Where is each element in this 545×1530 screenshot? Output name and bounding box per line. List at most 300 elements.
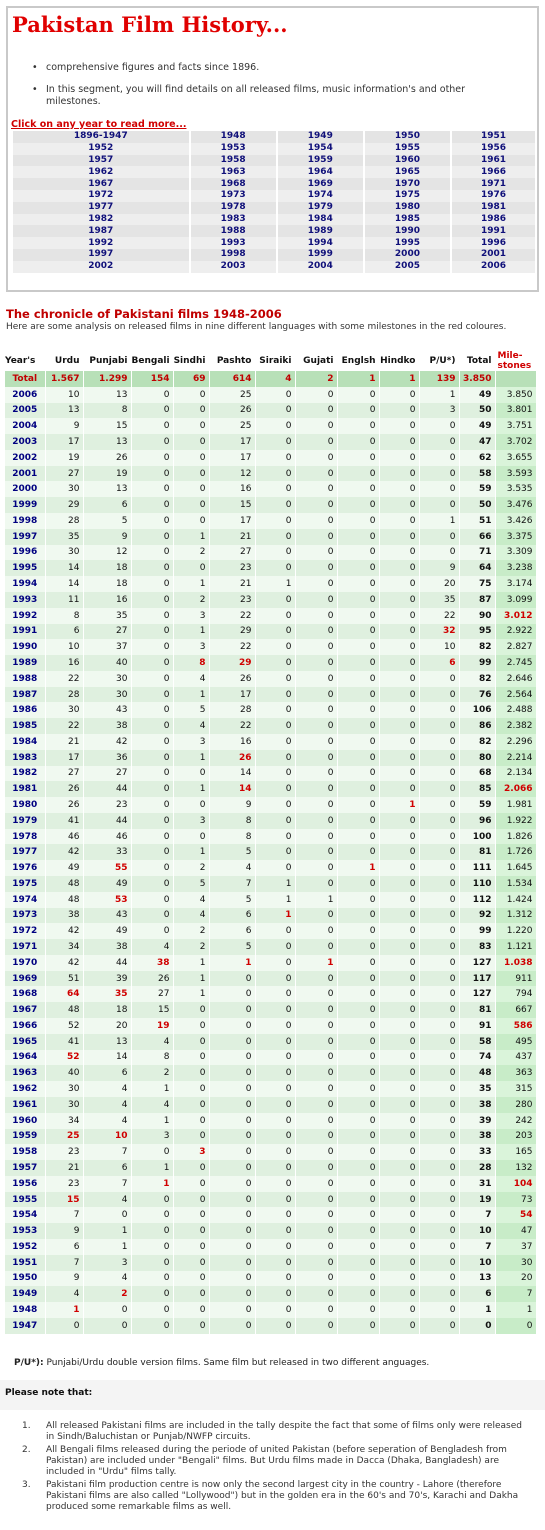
table-cell: 0 xyxy=(173,1113,209,1129)
table-cell: 0 xyxy=(173,1223,209,1239)
year-link[interactable]: 1990 xyxy=(364,225,451,237)
table-cell: 0 xyxy=(255,497,295,513)
year-links-row xyxy=(13,249,535,261)
table-row xyxy=(5,1302,536,1318)
table-cell: 0 xyxy=(131,813,173,829)
table-cell: 6 xyxy=(83,1065,131,1081)
table-cell xyxy=(495,371,536,387)
table-cell: 0 xyxy=(295,734,337,750)
please-note-heading: Please note that: xyxy=(5,1388,93,1398)
year-cell: 1961 xyxy=(5,1097,45,1113)
table-cell: 2.745 xyxy=(495,655,536,671)
table-row xyxy=(5,1081,536,1097)
year-cell: 1957 xyxy=(5,1160,45,1176)
table-cell: 7 xyxy=(83,1176,131,1192)
column-header: Mile-stones xyxy=(495,351,536,371)
table-cell: 0 xyxy=(379,1302,419,1318)
table-cell: 22 xyxy=(419,608,459,624)
table-cell: 0 xyxy=(295,608,337,624)
year-link[interactable]: 1962 xyxy=(13,166,190,178)
year-link[interactable]: 1986 xyxy=(451,214,535,226)
table-cell: 23 xyxy=(209,560,255,576)
table-cell: 0 xyxy=(419,955,459,971)
table-cell: 614 xyxy=(209,371,255,387)
table-cell: 0 xyxy=(419,844,459,860)
table-cell: 47 xyxy=(459,434,495,450)
year-link[interactable]: 2002 xyxy=(13,261,190,273)
year-cell: 1997 xyxy=(5,529,45,545)
year-link[interactable]: 1965 xyxy=(364,166,451,178)
table-cell: 17 xyxy=(209,434,255,450)
table-cell: 0 xyxy=(173,1192,209,1208)
year-link[interactable]: 1955 xyxy=(364,143,451,155)
year-cell: 2005 xyxy=(5,403,45,419)
year-link[interactable]: 1968 xyxy=(190,178,277,190)
table-cell: 0 xyxy=(379,1034,419,1050)
table-row xyxy=(5,403,536,419)
table-cell: 50 xyxy=(459,403,495,419)
year-cell: 1983 xyxy=(5,750,45,766)
year-link[interactable]: 1952 xyxy=(13,143,190,155)
table-cell: 2 xyxy=(295,371,337,387)
table-cell: 50 xyxy=(459,497,495,513)
table-cell: 127 xyxy=(459,955,495,971)
table-cell: 0 xyxy=(209,1113,255,1129)
table-cell: 0 xyxy=(255,971,295,987)
year-link[interactable]: 1991 xyxy=(451,225,535,237)
year-link[interactable]: 1987 xyxy=(13,225,190,237)
table-cell: 0 xyxy=(131,797,173,813)
table-cell: 81 xyxy=(459,1002,495,1018)
table-cell: 1 xyxy=(295,892,337,908)
table-cell: 4 xyxy=(131,1034,173,1050)
table-cell: 0 xyxy=(295,750,337,766)
table-cell: 0 xyxy=(131,608,173,624)
table-cell: 0 xyxy=(379,1065,419,1081)
year-link[interactable]: 1979 xyxy=(277,202,364,214)
year-link[interactable]: 1972 xyxy=(13,190,190,202)
year-link[interactable]: 1994 xyxy=(277,237,364,249)
year-link[interactable]: 1970 xyxy=(364,178,451,190)
table-cell: 0 xyxy=(419,1097,459,1113)
year-link[interactable]: 1988 xyxy=(190,225,277,237)
year-link[interactable]: 1985 xyxy=(364,214,451,226)
year-link[interactable]: 1958 xyxy=(190,155,277,167)
table-cell: 0 xyxy=(295,939,337,955)
table-cell: 0 xyxy=(379,608,419,624)
table-row xyxy=(5,1255,536,1271)
table-cell: 0 xyxy=(209,1002,255,1018)
year-cell: 1955 xyxy=(5,1192,45,1208)
table-cell: 0 xyxy=(255,1192,295,1208)
table-cell: 6 xyxy=(209,908,255,924)
year-cell: 1993 xyxy=(5,592,45,608)
table-row xyxy=(5,466,536,482)
table-cell: 9 xyxy=(83,529,131,545)
table-cell: 99 xyxy=(459,655,495,671)
table-cell: 0 xyxy=(379,450,419,466)
table-cell: 0 xyxy=(209,1065,255,1081)
table-row xyxy=(5,450,536,466)
table-cell: 0 xyxy=(131,702,173,718)
year-link[interactable]: 1964 xyxy=(277,166,364,178)
year-link[interactable]: 2006 xyxy=(451,261,535,273)
year-link[interactable]: 2004 xyxy=(277,261,364,273)
table-cell: 27 xyxy=(83,624,131,640)
table-cell: 315 xyxy=(495,1081,536,1097)
table-cell: 1 xyxy=(173,971,209,987)
table-cell: 0 xyxy=(379,671,419,687)
year-link[interactable]: 1980 xyxy=(364,202,451,214)
note-text: All Bengali films released during the periode of united Pakistan (before seperation of Bengladesh from Pakistan) are included under "Bengali" films. But Urdu films made in Dacca (Dhaka, Bangladesh) are included in "Urdu" films tally. xyxy=(46,1445,507,1477)
table-cell: 0 xyxy=(419,545,459,561)
table-cell: 0 xyxy=(295,639,337,655)
table-cell: 0 xyxy=(379,1050,419,1066)
year-link[interactable]: 1998 xyxy=(190,249,277,261)
table-cell: 19 xyxy=(459,1192,495,1208)
year-link[interactable]: 1953 xyxy=(190,143,277,155)
table-cell: 3 xyxy=(131,1129,173,1145)
table-cell: 0 xyxy=(337,781,379,797)
year-link[interactable]: 1978 xyxy=(190,202,277,214)
note-number: 1. xyxy=(22,1421,31,1431)
table-cell: 48 xyxy=(45,892,83,908)
table-cell: 0 xyxy=(255,655,295,671)
table-cell: 0 xyxy=(337,971,379,987)
table-cell: 0 xyxy=(337,829,379,845)
table-cell: 49 xyxy=(45,860,83,876)
table-cell: 0 xyxy=(419,781,459,797)
year-links-row xyxy=(13,190,535,202)
table-cell: 0 xyxy=(209,1302,255,1318)
table-cell: 20 xyxy=(83,1018,131,1034)
table-cell: 0 xyxy=(379,781,419,797)
table-cell: 0 xyxy=(337,671,379,687)
table-cell: 13 xyxy=(45,403,83,419)
table-cell: 0 xyxy=(379,403,419,419)
table-cell: 3.426 xyxy=(495,513,536,529)
table-cell: 82 xyxy=(459,671,495,687)
table-cell: 0 xyxy=(379,908,419,924)
year-link[interactable]: 1975 xyxy=(364,190,451,202)
year-cell: 1960 xyxy=(5,1113,45,1129)
year-link[interactable]: 1954 xyxy=(277,143,364,155)
year-cell: 1998 xyxy=(5,513,45,529)
table-cell: 1.981 xyxy=(495,797,536,813)
year-cell: 1947 xyxy=(5,1318,45,1334)
table-cell: 0 xyxy=(379,766,419,782)
table-cell: 0 xyxy=(173,1271,209,1287)
table-cell: 0 xyxy=(173,1097,209,1113)
table-row xyxy=(5,545,536,561)
year-link[interactable]: 1948 xyxy=(190,131,277,143)
table-cell: 0 xyxy=(379,1286,419,1302)
year-cell: 1996 xyxy=(5,545,45,561)
table-cell: 0 xyxy=(419,1065,459,1081)
table-cell: 3 xyxy=(173,608,209,624)
table-cell: 17 xyxy=(209,687,255,703)
table-cell: 0 xyxy=(379,750,419,766)
table-cell: 0 xyxy=(337,655,379,671)
year-link[interactable]: 1981 xyxy=(451,202,535,214)
table-cell: 0 xyxy=(295,1018,337,1034)
table-row xyxy=(5,639,536,655)
year-cell: 1964 xyxy=(5,1050,45,1066)
table-cell: 0 xyxy=(295,718,337,734)
table-cell: 25 xyxy=(209,418,255,434)
table-cell: 280 xyxy=(495,1097,536,1113)
table-cell: 29 xyxy=(45,497,83,513)
year-link[interactable]: 1969 xyxy=(277,178,364,190)
year-link[interactable]: 1973 xyxy=(190,190,277,202)
table-cell: 0 xyxy=(379,387,419,403)
year-link[interactable]: 1974 xyxy=(277,190,364,202)
year-link[interactable]: 2003 xyxy=(190,261,277,273)
year-cell: 1956 xyxy=(5,1176,45,1192)
year-link[interactable]: 1992 xyxy=(13,237,190,249)
year-link[interactable]: 1957 xyxy=(13,155,190,167)
table-cell: 0 xyxy=(295,513,337,529)
table-cell: 0 xyxy=(255,923,295,939)
table-cell: 0 xyxy=(255,955,295,971)
year-link[interactable]: 1997 xyxy=(13,249,190,261)
table-cell: 4 xyxy=(131,1097,173,1113)
table-cell: 0 xyxy=(131,750,173,766)
year-links-row xyxy=(13,178,535,190)
year-link[interactable]: 1951 xyxy=(451,131,535,143)
table-cell: 0 xyxy=(379,1318,419,1334)
year-link[interactable]: 1984 xyxy=(277,214,364,226)
table-row xyxy=(5,1034,536,1050)
table-cell: 6 xyxy=(83,497,131,513)
table-cell: 0 xyxy=(209,1207,255,1223)
table-cell: 30 xyxy=(45,1081,83,1097)
table-cell: 112 xyxy=(459,892,495,908)
year-link[interactable]: 1989 xyxy=(277,225,364,237)
table-cell: 0 xyxy=(337,718,379,734)
table-cell: 76 xyxy=(459,687,495,703)
table-cell: 0 xyxy=(173,1239,209,1255)
table-cell: 4 xyxy=(83,1192,131,1208)
table-cell: 49 xyxy=(83,923,131,939)
table-cell: 0 xyxy=(255,387,295,403)
year-link[interactable]: 1896-1947 xyxy=(13,131,190,143)
table-cell: 0 xyxy=(337,1271,379,1287)
table-cell: 0 xyxy=(295,655,337,671)
year-links-row xyxy=(13,202,535,214)
year-link[interactable]: 1999 xyxy=(277,249,364,261)
table-cell: 363 xyxy=(495,1065,536,1081)
table-row xyxy=(5,1239,536,1255)
table-cell: 4 xyxy=(83,1081,131,1097)
table-cell: 0 xyxy=(419,1113,459,1129)
year-link[interactable]: 1960 xyxy=(364,155,451,167)
table-cell: 26 xyxy=(209,750,255,766)
table-cell: 0 xyxy=(379,1144,419,1160)
year-link[interactable]: 1982 xyxy=(13,214,190,226)
year-link[interactable]: 1963 xyxy=(190,166,277,178)
year-link[interactable]: 1967 xyxy=(13,178,190,190)
table-cell: 0 xyxy=(419,908,459,924)
year-cell: 1986 xyxy=(5,702,45,718)
table-cell: 99 xyxy=(459,923,495,939)
table-cell: 38 xyxy=(45,908,83,924)
table-row xyxy=(5,481,536,497)
table-cell: 0 xyxy=(131,781,173,797)
table-cell: 0 xyxy=(255,592,295,608)
table-cell: 0 xyxy=(131,387,173,403)
year-link[interactable]: 1966 xyxy=(451,166,535,178)
table-cell: 64 xyxy=(45,986,83,1002)
table-cell: 0 xyxy=(255,403,295,419)
year-link[interactable]: 1976 xyxy=(451,190,535,202)
table-cell: 19 xyxy=(83,466,131,482)
table-cell: 7 xyxy=(459,1207,495,1223)
year-cell: 1952 xyxy=(5,1239,45,1255)
table-cell: 0 xyxy=(173,1050,209,1066)
table-row xyxy=(5,1223,536,1239)
year-link[interactable]: 2000 xyxy=(364,249,451,261)
year-link[interactable]: 1977 xyxy=(13,202,190,214)
table-cell: 0 xyxy=(295,403,337,419)
table-cell: 0 xyxy=(255,1034,295,1050)
table-row xyxy=(5,687,536,703)
table-cell: 26 xyxy=(131,971,173,987)
table-cell: 36 xyxy=(83,750,131,766)
bullet-item: • comprehensive figures and facts since 1896. xyxy=(46,62,516,74)
table-cell: 6 xyxy=(45,1239,83,1255)
table-cell: 30 xyxy=(45,545,83,561)
table-cell: 667 xyxy=(495,1002,536,1018)
year-links-row xyxy=(13,166,535,178)
table-cell: 4 xyxy=(173,671,209,687)
table-cell: 18 xyxy=(83,576,131,592)
table-cell: 3 xyxy=(419,403,459,419)
table-cell: 437 xyxy=(495,1050,536,1066)
table-cell: 0 xyxy=(131,1239,173,1255)
table-row xyxy=(5,702,536,718)
table-cell: 1 xyxy=(83,1223,131,1239)
table-cell: 0 xyxy=(379,576,419,592)
table-cell: 33 xyxy=(83,844,131,860)
table-cell: 0 xyxy=(337,403,379,419)
table-cell: 28 xyxy=(45,687,83,703)
table-cell: 55 xyxy=(83,860,131,876)
table-cell: 91 xyxy=(459,1018,495,1034)
year-cell: 1987 xyxy=(5,687,45,703)
table-cell: 0 xyxy=(209,1192,255,1208)
table-cell: 34 xyxy=(45,1113,83,1129)
table-cell: 0 xyxy=(131,529,173,545)
table-cell: 37 xyxy=(495,1239,536,1255)
table-cell: 0 xyxy=(337,1144,379,1160)
table-cell: 0 xyxy=(419,766,459,782)
table-cell: 586 xyxy=(495,1018,536,1034)
table-cell: 59 xyxy=(459,797,495,813)
year-cell: 1953 xyxy=(5,1223,45,1239)
table-cell: 0 xyxy=(379,466,419,482)
table-cell: 0 xyxy=(131,844,173,860)
table-cell: 90 xyxy=(459,608,495,624)
table-cell: 2.488 xyxy=(495,702,536,718)
table-cell: 0 xyxy=(255,813,295,829)
table-cell: 0 xyxy=(131,766,173,782)
table-cell: 0 xyxy=(255,766,295,782)
table-cell: 0 xyxy=(337,813,379,829)
year-cell: 2000 xyxy=(5,481,45,497)
year-link[interactable]: 1995 xyxy=(364,237,451,249)
table-cell: 0 xyxy=(45,1318,83,1334)
table-cell: 0 xyxy=(337,1129,379,1145)
year-link[interactable]: 1950 xyxy=(364,131,451,143)
table-cell: 0 xyxy=(419,986,459,1002)
year-link[interactable]: 1961 xyxy=(451,155,535,167)
year-cell: 1958 xyxy=(5,1144,45,1160)
year-link[interactable]: 1983 xyxy=(190,214,277,226)
table-cell: 48 xyxy=(459,1065,495,1081)
table-cell: 27 xyxy=(83,766,131,782)
header-box xyxy=(6,6,539,292)
table-cell: 0 xyxy=(379,986,419,1002)
year-link[interactable]: 1959 xyxy=(277,155,364,167)
table-cell: 0 xyxy=(337,892,379,908)
table-cell: 0 xyxy=(295,702,337,718)
table-row xyxy=(5,734,536,750)
table-cell: 0 xyxy=(255,687,295,703)
read-more-link[interactable]: Click on any year to read more... xyxy=(11,119,187,130)
table-cell: 2.066 xyxy=(495,781,536,797)
year-link[interactable]: 1956 xyxy=(451,143,535,155)
table-cell: 37 xyxy=(83,639,131,655)
table-cell: 2.134 xyxy=(495,766,536,782)
table-cell: 35 xyxy=(459,1081,495,1097)
table-cell: 28 xyxy=(459,1160,495,1176)
table-cell: 0 xyxy=(209,1255,255,1271)
table-cell: 0 xyxy=(295,1255,337,1271)
table-cell: 1 xyxy=(419,387,459,403)
table-cell: 3 xyxy=(173,734,209,750)
table-row xyxy=(5,1271,536,1287)
table-cell: 0 xyxy=(255,718,295,734)
table-cell: 26 xyxy=(45,797,83,813)
table-cell: 0 xyxy=(209,1144,255,1160)
year-link[interactable]: 1993 xyxy=(190,237,277,249)
table-cell: 5 xyxy=(173,702,209,718)
table-cell: 1 xyxy=(131,1113,173,1129)
table-cell: 0 xyxy=(337,955,379,971)
table-cell: 0 xyxy=(131,687,173,703)
year-link[interactable]: 1971 xyxy=(451,178,535,190)
year-link[interactable]: 1949 xyxy=(277,131,364,143)
table-cell: 0 xyxy=(209,1223,255,1239)
table-cell: 74 xyxy=(459,1050,495,1066)
table-row xyxy=(5,1050,536,1066)
table-header-row xyxy=(5,351,536,371)
table-cell: 27 xyxy=(45,766,83,782)
year-link[interactable]: 2005 xyxy=(364,261,451,273)
table-cell: 0 xyxy=(295,1318,337,1334)
year-link[interactable]: 2001 xyxy=(451,249,535,261)
table-cell: 42 xyxy=(45,844,83,860)
table-cell: 1.726 xyxy=(495,844,536,860)
table-cell: 0 xyxy=(173,1318,209,1334)
table-cell: 0 xyxy=(419,1255,459,1271)
table-cell: 3 xyxy=(173,1144,209,1160)
table-cell: 0 xyxy=(337,450,379,466)
table-cell: 2.296 xyxy=(495,734,536,750)
year-link[interactable]: 1996 xyxy=(451,237,535,249)
table-cell: 0 xyxy=(255,1002,295,1018)
